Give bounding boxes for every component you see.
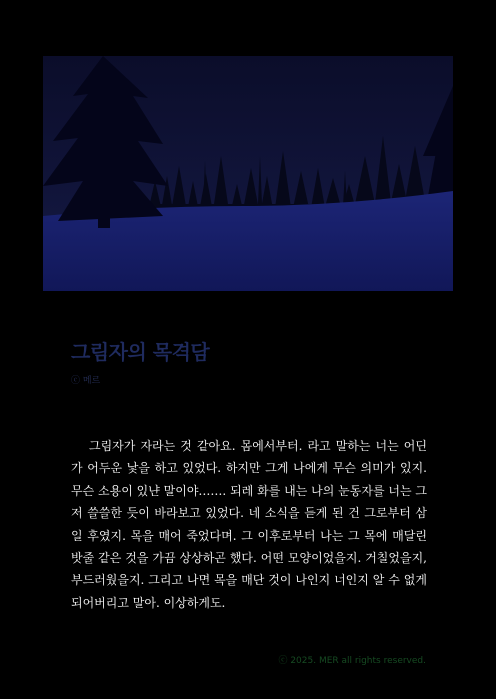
night-forest-illustration bbox=[43, 56, 453, 291]
author-credit: ⓒ 메르 bbox=[71, 376, 101, 386]
hero-image bbox=[43, 56, 453, 291]
article-body: 그림자가 자라는 것 같아요. 몸에서부터. 라고 말하는 너는 어딘가 어두운 낯을 하고 있었다. 하지만 그게 나에게 무슨 의미가 있지. 무슨 소용이 있냔 말이야……. 되레 화를 내는 나의 눈동자를 너는 그저 쓸쓸한 듯이 바라보고 있었다. 네 소식을 듣게 된 건 그로부터 삼일 후였지. 목을 매어 죽었다며. 그 이후로부터 나는 그 목에 매달린 밧줄 같은 것을 가끔 상상하곤 했다. 어떤 모양이었을지. 거칠었을지, 부드러웠을지. 그리고 나면 목을 매단 것이 나인지 너인지 알 수 없게 되어버리고 말아. 이상하게도. bbox=[71, 439, 427, 610]
copyright-footer: ⓒ 2025. MER all rights reserved. bbox=[278, 656, 426, 666]
article-title: 그림자의 목격담 bbox=[71, 340, 210, 364]
